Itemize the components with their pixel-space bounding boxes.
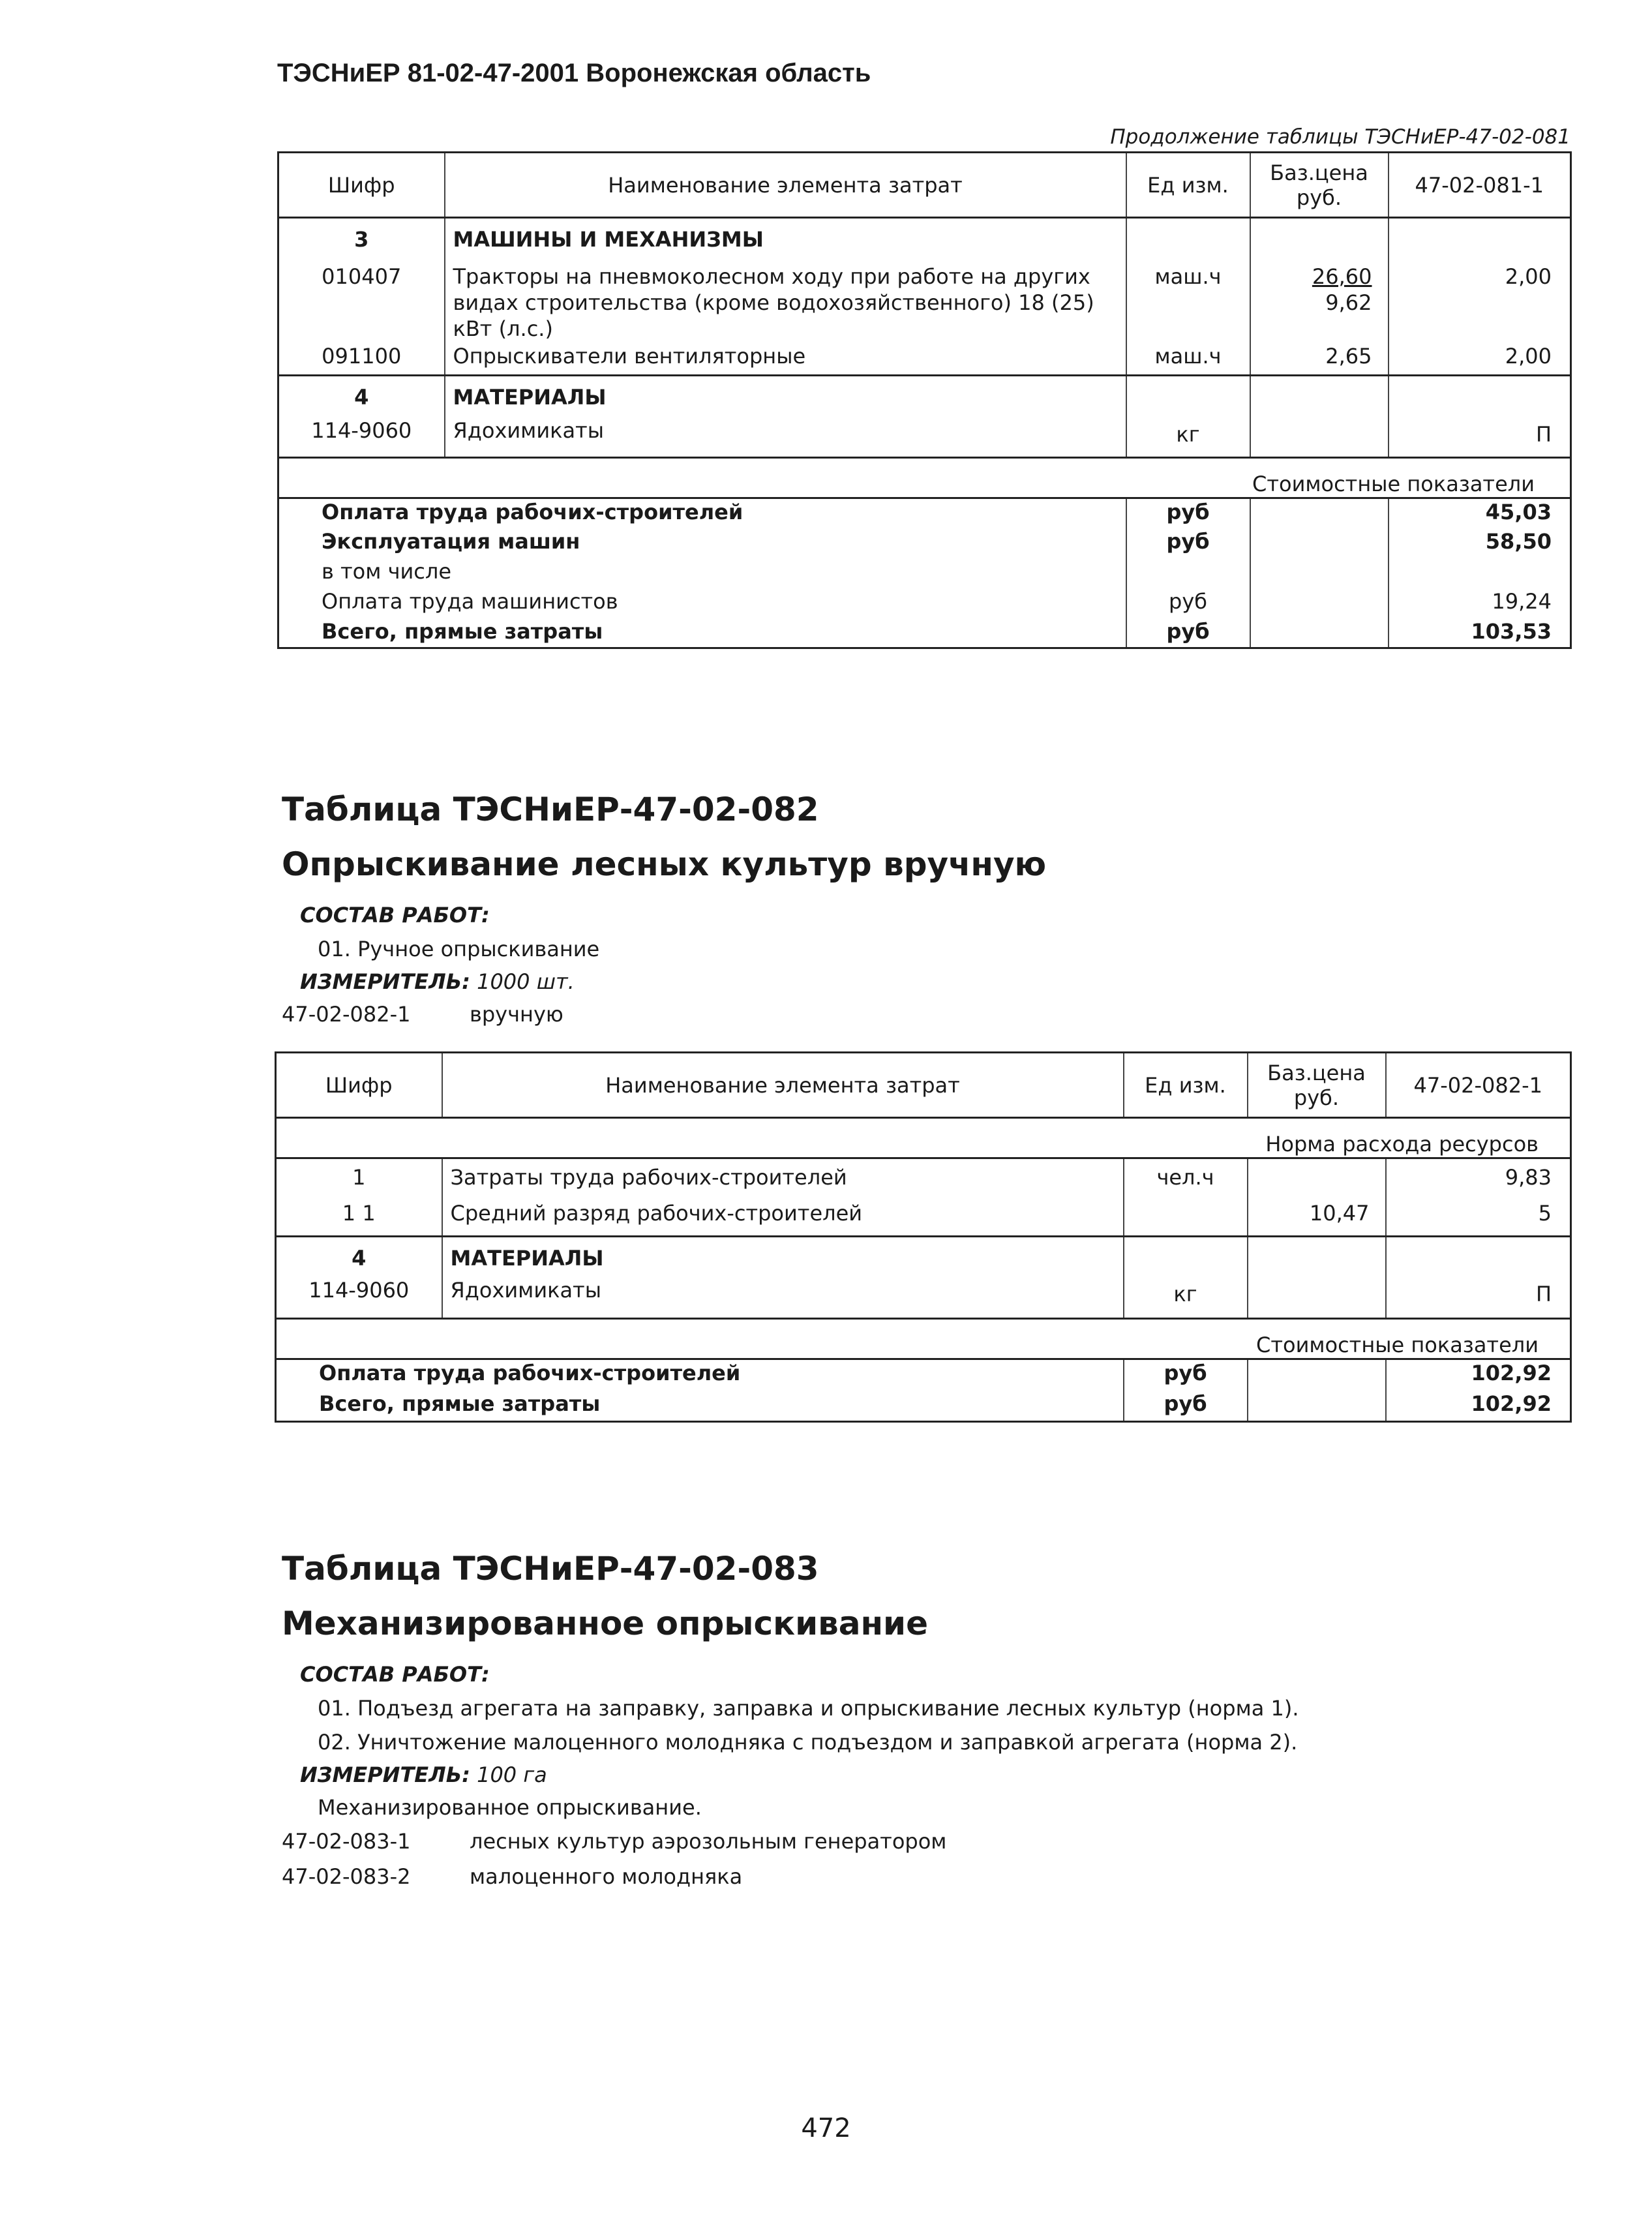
norm-intro: Механизированное опрыскивание. (318, 1795, 702, 1820)
cost-name: Всего, прямые затраты (322, 618, 603, 644)
page-header: ТЭСНиЕР 81-02-47-2001 Воронежская область (277, 59, 871, 87)
section-code: 4 (354, 385, 369, 410)
work-item: 01. Ручное опрыскивание (318, 937, 600, 961)
col-header-price: Баз.цена руб. (1250, 153, 1389, 218)
row-code: 114-9060 (308, 1277, 410, 1303)
norm-desc: лесных культур аэрозольным генератором (470, 1829, 947, 1854)
row-code: 114-9060 (311, 417, 412, 443)
page-number: 472 (801, 2113, 851, 2143)
cost-name: Оплата труда рабочих-строителей (322, 500, 743, 524)
cost-title: Стоимостные показатели (1252, 472, 1535, 496)
row-name: Опрыскиватели вентиляторные (445, 343, 1126, 376)
row-code: 010407 (322, 264, 402, 289)
table-row (276, 1195, 1571, 1237)
table-header-row (276, 1053, 1571, 1118)
section-subtitle-082: Опрыскивание лесных культур вручную (282, 845, 1047, 883)
row-price: 10,47 (1248, 1195, 1386, 1237)
norm-desc: вручную (470, 1002, 563, 1027)
section-code: 4 (352, 1246, 367, 1271)
meter-label: ИЗМЕРИТЕЛЬ: (300, 969, 470, 994)
norm-desc: малоценного молодняка (470, 1864, 743, 1889)
row-value: 2,00 (1389, 257, 1571, 343)
row-code: 091100 (322, 343, 402, 369)
row-unit: маш.ч (1126, 343, 1250, 376)
table-row (276, 1277, 1571, 1319)
cost-value (1389, 558, 1571, 588)
price-top: 26,60 (1312, 264, 1372, 289)
cost-value: 45,03 (1389, 498, 1571, 528)
col-header-name: Наименование элемента затрат (442, 1053, 1124, 1118)
cost-row (276, 1359, 1571, 1391)
row-value: П (1389, 417, 1571, 458)
cost-name: Оплата труда машинистов (322, 588, 618, 614)
row-code: 1 1 (342, 1200, 376, 1226)
cost-row (278, 588, 1571, 618)
cost-row (276, 1391, 1571, 1422)
cost-unit: руб (1126, 528, 1250, 558)
row-value: П (1386, 1277, 1571, 1319)
section-subtitle-083: Механизированное опрыскивание (282, 1605, 928, 1642)
row-name: Затраты труда рабочих-строителей (442, 1158, 1124, 1195)
col-header-norm: 47-02-081-1 (1389, 153, 1571, 218)
row-value: 2,00 (1389, 343, 1571, 376)
section-row (276, 1237, 1571, 1277)
table-continuation-caption: Продолжение таблицы ТЭСНиЕР-47-02-081 (1110, 125, 1570, 149)
cost-row (278, 528, 1571, 558)
cost-unit: руб (1126, 618, 1250, 648)
row-unit: кг (1124, 1277, 1248, 1319)
cost-row (278, 618, 1571, 648)
table-47-02-082 (275, 1051, 1572, 1423)
cost-unit: руб (1126, 498, 1250, 528)
row-name: Тракторы на пневмоколесном ходу при работе на других видах строительства (кроме водохозяйственного) 18 (25) кВт (л.с.) (445, 257, 1126, 343)
cost-value: 102,92 (1386, 1359, 1571, 1391)
section-name: МАТЕРИАЛЫ (442, 1237, 1124, 1277)
table-row (278, 417, 1571, 458)
cost-row (278, 558, 1571, 588)
row-name: Средний разряд рабочих-строителей (442, 1195, 1124, 1237)
section-name: МАТЕРИАЛЫ (445, 376, 1126, 417)
norm-code: 47-02-083-1 (282, 1829, 411, 1854)
cost-value: 103,53 (1389, 618, 1571, 648)
cost-name: Эксплуатация машин (322, 528, 580, 554)
row-price: 2,65 (1250, 343, 1389, 376)
cost-row (278, 498, 1571, 528)
cost-title-row (276, 1319, 1571, 1359)
col-header-name: Наименование элемента затрат (445, 153, 1126, 218)
table-47-02-081 (277, 151, 1572, 649)
table-header-row (278, 153, 1571, 218)
row-price (1250, 257, 1389, 343)
col-header-norm: 47-02-082-1 (1386, 1053, 1571, 1118)
row-code: 1 (352, 1165, 366, 1190)
section-title-082: Таблица ТЭСНиЕР-47-02-082 (282, 791, 819, 828)
row-value: 5 (1386, 1195, 1571, 1237)
composition-label: СОСТАВ РАБОТ: (300, 1662, 490, 1687)
cost-name: в том числе (322, 558, 451, 584)
meter-value: 100 га (477, 1762, 547, 1787)
col-header-unit: Ед изм. (1124, 1053, 1248, 1118)
norm-title: Норма расхода ресурсов (1265, 1132, 1539, 1156)
meter (300, 969, 575, 994)
col-header-unit: Ед изм. (1126, 153, 1250, 218)
meter-label: ИЗМЕРИТЕЛЬ: (300, 1762, 470, 1787)
meter-value: 1000 шт. (477, 969, 575, 994)
table-row (276, 1158, 1571, 1195)
row-name: Ядохимикаты (442, 1277, 1124, 1319)
meter (300, 1762, 547, 1787)
cost-value: 19,24 (1389, 588, 1571, 618)
row-unit: маш.ч (1126, 257, 1250, 343)
norm-title-row (276, 1118, 1571, 1158)
col-header-code: Шифр (325, 1072, 393, 1098)
section-name: МАШИНЫ И МЕХАНИЗМЫ (445, 218, 1126, 257)
price-bottom: 9,62 (1325, 290, 1372, 315)
section-code: 3 (354, 227, 369, 252)
cost-value: 58,50 (1389, 528, 1571, 558)
cost-value: 102,92 (1386, 1391, 1571, 1422)
cost-unit: руб (1124, 1391, 1248, 1422)
row-name: Ядохимикаты (445, 417, 1126, 458)
section-row (278, 218, 1571, 257)
work-item: 01. Подъезд агрегата на заправку, заправка и опрыскивание лесных культур (норма 1). (318, 1696, 1299, 1721)
table-row (278, 343, 1571, 376)
cost-name: Всего, прямые затраты (319, 1391, 601, 1416)
col-header-code: Шифр (327, 172, 395, 198)
work-item: 02. Уничтожение малоценного молодняка с подъездом и заправкой агрегата (норма 2). (318, 1730, 1298, 1755)
section-row (278, 376, 1571, 417)
row-unit: кг (1126, 417, 1250, 458)
row-unit: чел.ч (1124, 1158, 1248, 1195)
cost-unit: руб (1126, 588, 1250, 618)
row-value: 9,83 (1386, 1158, 1571, 1195)
cost-title: Стоимостные показатели (1256, 1333, 1539, 1357)
table-row (278, 257, 1571, 343)
norm-code: 47-02-083-2 (282, 1864, 411, 1889)
col-header-price: Баз.цена руб. (1248, 1053, 1386, 1118)
norm-code: 47-02-082-1 (282, 1002, 411, 1027)
section-title-083: Таблица ТЭСНиЕР-47-02-083 (282, 1550, 819, 1588)
composition-label: СОСТАВ РАБОТ: (300, 903, 490, 928)
cost-unit: руб (1124, 1359, 1248, 1391)
cost-name: Оплата труда рабочих-строителей (319, 1361, 741, 1385)
cost-title-row (278, 458, 1571, 498)
cost-unit (1126, 558, 1250, 588)
